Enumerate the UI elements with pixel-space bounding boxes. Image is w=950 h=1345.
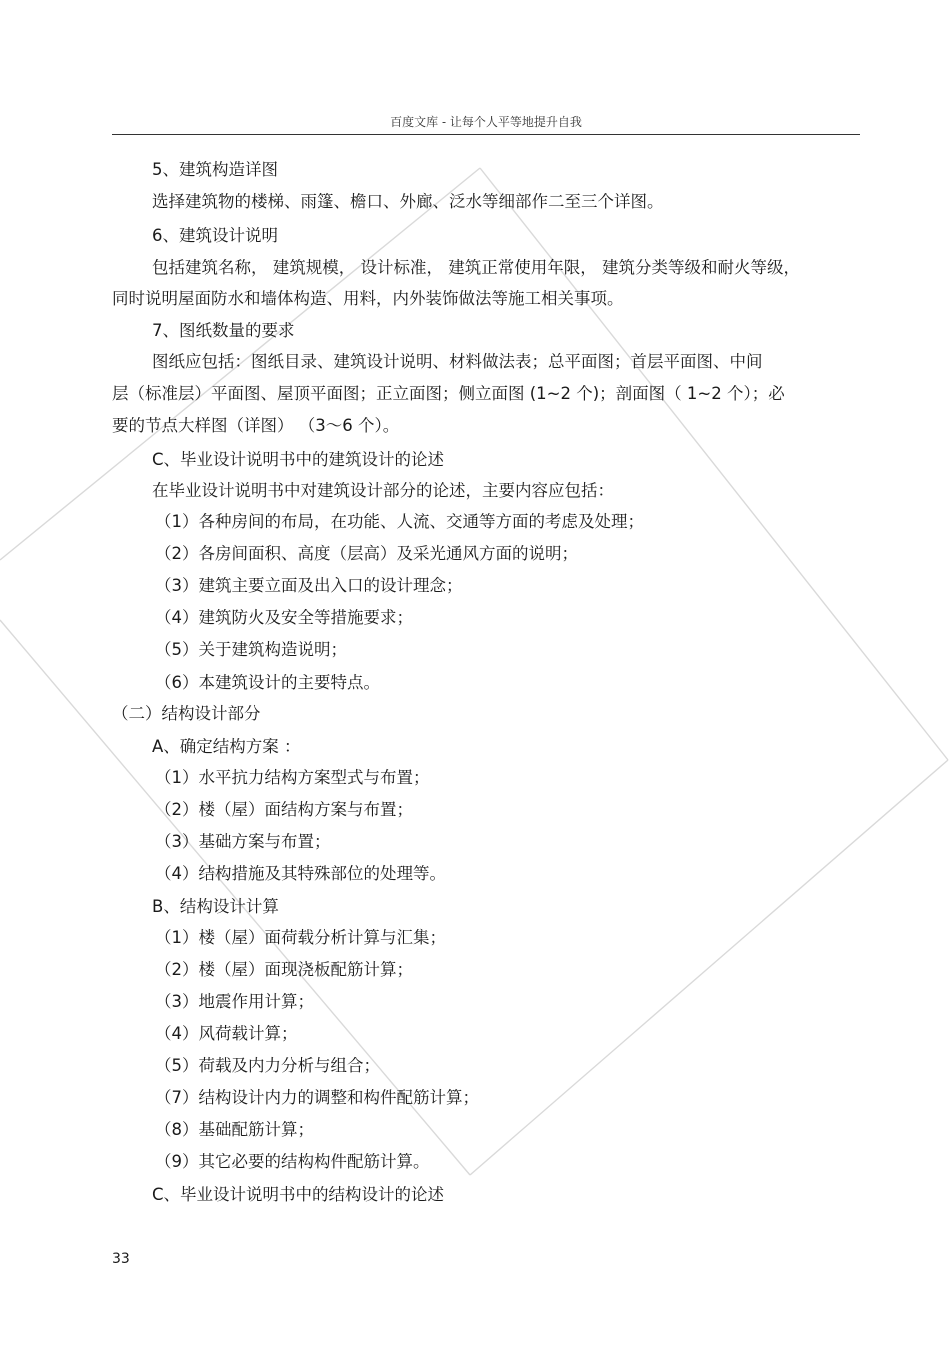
section-heading: 7、图纸数量的要求 — [152, 321, 295, 340]
section-heading: （二）结构设计部分 — [112, 704, 261, 723]
section-heading: B、结构设计计算 — [152, 897, 279, 916]
list-item: （1）各种房间的布局，在功能、人流、交通等方面的考虑及处理； — [155, 512, 644, 531]
list-item: （1）水平抗力结构方案型式与布置； — [155, 768, 430, 787]
page-number: 33 — [112, 1251, 130, 1267]
list-item: （2）楼（屋）面现浇板配筋计算； — [155, 960, 413, 979]
page-header: 百度文库 - 让每个人平等地提升自我 — [112, 112, 860, 135]
list-item: （5）荷载及内力分析与组合； — [155, 1056, 380, 1075]
section-heading: 6、建筑设计说明 — [152, 226, 278, 245]
paragraph-line: 同时说明屋面防水和墙体构造、用料，内外装饰做法等施工相关事项。 — [112, 289, 624, 308]
section-heading: 5、建筑构造详图 — [152, 160, 278, 179]
paragraph-line: 选择建筑物的楼梯、雨篷、檐口、外廊、泛水等细部作二至三个详图。 — [152, 192, 664, 211]
paragraph-line: 包括建筑名称， 建筑规模， 设计标准， 建筑正常使用年限， 建筑分类等级和耐火等级， — [152, 258, 800, 277]
paragraph-line: 层（标准层）平面图、屋顶平面图；正立面图；侧立面图 (1~2 个)；剖面图（ 1~2 个）；必 — [112, 384, 785, 403]
section-heading: C、毕业设计说明书中的建筑设计的论述 — [152, 450, 445, 469]
list-item: （9）其它必要的结构构件配筋计算。 — [155, 1152, 430, 1171]
list-item: （5）关于建筑构造说明； — [155, 640, 347, 659]
list-item: （3）建筑主要立面及出入口的设计理念； — [155, 576, 463, 595]
section-heading: A、确定结构方案 ： — [152, 737, 301, 756]
list-item: （8）基础配筋计算； — [155, 1120, 314, 1139]
list-item: （2）各房间面积、高度（层高）及采光通风方面的说明； — [155, 544, 578, 563]
list-item: （4）结构措施及其特殊部位的处理等。 — [155, 864, 446, 883]
list-item: （4）建筑防火及安全等措施要求； — [155, 608, 413, 627]
list-item: （4）风荷载计算； — [155, 1024, 298, 1043]
section-heading: C、毕业设计说明书中的结构设计的论述 — [152, 1185, 445, 1204]
list-item: （7）结构设计内力的调整和构件配筋计算； — [155, 1088, 479, 1107]
list-item: （1）楼（屋）面荷载分析计算与汇集； — [155, 928, 446, 947]
paragraph-line: 图纸应包括：图纸目录、建筑设计说明、材料做法表；总平面图；首层平面图、中间 — [152, 352, 763, 371]
list-item: （2）楼（屋）面结构方案与布置； — [155, 800, 413, 819]
list-item: （3）地震作用计算； — [155, 992, 314, 1011]
paragraph-line: 要的节点大样图（详图） （3～6 个）。 — [112, 416, 400, 435]
list-item: （3）基础方案与布置； — [155, 832, 331, 851]
list-item: （6）本建筑设计的主要特点。 — [155, 673, 380, 692]
paragraph-line: 在毕业设计说明书中对建筑设计部分的论述，主要内容应包括： — [152, 481, 614, 500]
